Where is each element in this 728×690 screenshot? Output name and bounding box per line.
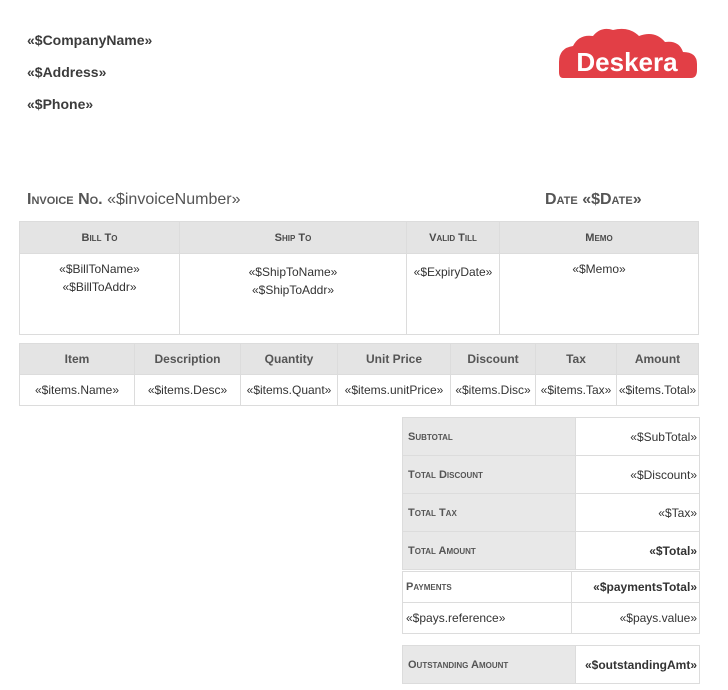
item-header: Item	[20, 344, 135, 375]
logo-text: Deskera	[576, 47, 678, 77]
item-discount-cell: «$items.Disc»	[451, 375, 536, 406]
item-name-cell: «$items.Name»	[20, 375, 135, 406]
item-tax-cell: «$items.Tax»	[536, 375, 617, 406]
date-label: Date	[545, 191, 578, 208]
memo-header: Memo	[500, 222, 699, 254]
outstanding-row	[403, 646, 700, 684]
payments-total: «$paymentsTotal»	[572, 572, 700, 603]
deskera-logo	[557, 26, 697, 80]
outstanding-table	[402, 645, 700, 684]
payments-header-row	[403, 572, 700, 603]
payments-table	[402, 571, 700, 634]
outstanding-label: Outstanding Amount	[403, 646, 576, 684]
subtotal-label: Subtotal	[403, 418, 576, 456]
amount-header: Amount	[617, 344, 699, 375]
ship-to-name: «$ShipToName»	[248, 265, 338, 279]
invoice-number-value: «$invoiceNumber»	[107, 191, 241, 208]
address-table-row	[20, 254, 699, 335]
company-phone: «$Phone»	[27, 96, 94, 112]
ship-to-cell	[180, 254, 407, 335]
outstanding-value: «$outstandingAmt»	[576, 646, 700, 684]
total-amount-row	[403, 532, 700, 570]
items-table-header	[20, 344, 699, 375]
total-discount-row	[403, 456, 700, 494]
item-unit-price-cell: «$items.unitPrice»	[338, 375, 451, 406]
ship-to-address: «$ShipToAddr»	[251, 283, 335, 297]
subtotal-row	[403, 418, 700, 456]
discount-header: Discount	[451, 344, 536, 375]
date-heading	[545, 191, 642, 209]
total-tax-row	[403, 494, 700, 532]
items-table	[19, 343, 699, 406]
item-quantity-cell: «$items.Quant»	[241, 375, 338, 406]
address-table-header	[20, 222, 699, 254]
date-value: «$Date»	[582, 191, 642, 208]
total-discount-value: «$Discount»	[576, 456, 700, 494]
payments-label: Payments	[403, 572, 572, 603]
payment-row	[403, 603, 700, 634]
valid-till-cell	[407, 254, 500, 335]
quantity-header: Quantity	[241, 344, 338, 375]
memo-cell	[500, 254, 699, 335]
total-amount-label: Total Amount	[403, 532, 576, 570]
total-tax-label: Total Tax	[403, 494, 576, 532]
bill-to-address: «$BillToAddr»	[62, 280, 137, 294]
bill-to-header: Bill To	[20, 222, 180, 254]
item-total-cell: «$items.Total»	[617, 375, 699, 406]
company-name: «$CompanyName»	[27, 32, 153, 48]
valid-till-header: Valid Till	[407, 222, 500, 254]
company-address: «$Address»	[27, 64, 107, 80]
unit-price-header: Unit Price	[338, 344, 451, 375]
ship-to-header: Ship To	[180, 222, 407, 254]
table-row	[20, 375, 699, 406]
payment-reference: «$pays.reference»	[403, 603, 572, 634]
bill-to-cell	[20, 254, 180, 335]
total-tax-value: «$Tax»	[576, 494, 700, 532]
item-desc-cell: «$items.Desc»	[135, 375, 241, 406]
bill-to-name: «$BillToName»	[59, 262, 140, 276]
totals-table	[402, 417, 700, 570]
invoice-number-heading	[27, 191, 240, 209]
invoice-number-label: Invoice No.	[27, 191, 103, 208]
address-table	[19, 221, 699, 335]
expiry-date: «$ExpiryDate»	[413, 265, 493, 279]
total-amount-value: «$Total»	[576, 532, 700, 570]
memo-value: «$Memo»	[572, 262, 626, 276]
total-discount-label: Total Discount	[403, 456, 576, 494]
description-header: Description	[135, 344, 241, 375]
tax-header: Tax	[536, 344, 617, 375]
payment-value: «$pays.value»	[572, 603, 700, 634]
subtotal-value: «$SubTotal»	[576, 418, 700, 456]
